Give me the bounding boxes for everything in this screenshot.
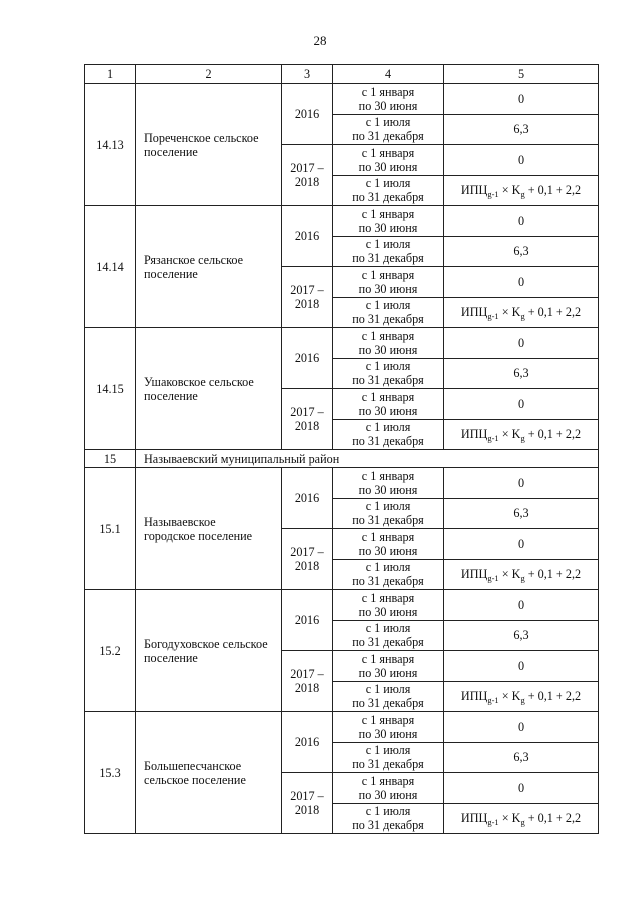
- period-line: по 31 декабря: [352, 696, 424, 711]
- period-line: с 1 июля: [365, 560, 411, 575]
- value-cell: 0: [444, 206, 599, 237]
- year-line: 2017 –: [290, 667, 324, 681]
- formula-base-sub: g-1: [487, 695, 499, 706]
- formula-base: ИПЦ: [460, 689, 488, 704]
- year-line: 2017 –: [290, 283, 324, 297]
- settlement-name-line: сельское поселение: [144, 772, 246, 787]
- formula-mid: × K: [498, 811, 521, 826]
- formula-mid: × K: [498, 689, 521, 704]
- table-row: [85, 590, 599, 621]
- period-line: с 1 января: [361, 651, 415, 666]
- year-cell: 2016: [282, 84, 333, 145]
- formula-mid-sub: g: [520, 695, 525, 706]
- period-line: с 1 июля: [365, 115, 411, 130]
- formula-base: ИПЦ: [460, 183, 488, 198]
- table-row: [85, 328, 599, 359]
- period-line: с 1 января: [361, 773, 415, 788]
- settlement-name-line: поселение: [144, 266, 198, 281]
- value-cell: 6,3: [444, 114, 599, 145]
- period-line: с 1 января: [361, 529, 415, 544]
- period-line: по 30 июня: [358, 98, 418, 113]
- settlement-name-line: Ушаковское сельское: [144, 374, 254, 389]
- period-line: по 31 декабря: [352, 434, 424, 449]
- settlement-name-line: Пореченское сельское: [144, 130, 259, 145]
- formula-mid-sub: g: [520, 311, 525, 322]
- year-cell: 2016: [282, 712, 333, 773]
- period-line: с 1 января: [361, 206, 415, 221]
- formula-tail: + 0,1 + 2,2: [524, 305, 582, 320]
- year-line: 2018: [294, 803, 320, 817]
- period-line: по 30 июня: [358, 281, 418, 296]
- period-line: по 30 июня: [358, 342, 418, 357]
- formula-tail: + 0,1 + 2,2: [524, 811, 582, 826]
- period-line: по 31 декабря: [352, 574, 424, 589]
- value-cell: [444, 419, 599, 450]
- settlement-name-line: Большепесчанское: [144, 758, 242, 773]
- value-cell: [444, 681, 599, 712]
- value-cell: [444, 297, 599, 328]
- value-cell: 6,3: [444, 620, 599, 651]
- period-cell: [333, 84, 444, 115]
- value-cell: 0: [444, 267, 599, 298]
- row-number: 15.1: [85, 468, 136, 590]
- period-cell: [333, 358, 444, 389]
- tariff-formula: [460, 427, 582, 444]
- formula-mid-sub: g: [520, 573, 525, 584]
- period-line: с 1 января: [361, 389, 415, 404]
- page-number: 28: [313, 33, 327, 48]
- formula-mid-sub: g: [520, 817, 525, 828]
- period-line: по 31 декабря: [352, 129, 424, 144]
- formula-tail: + 0,1 + 2,2: [524, 427, 582, 442]
- tariff-formula: [460, 811, 582, 828]
- period-line: с 1 января: [361, 145, 415, 160]
- period-cell: [333, 803, 444, 834]
- settlement-name: [136, 84, 282, 206]
- period-cell: [333, 712, 444, 743]
- period-line: по 30 июня: [358, 787, 418, 802]
- value-cell: 0: [444, 712, 599, 743]
- year-line: 2018: [294, 175, 320, 189]
- formula-mid: × K: [498, 183, 521, 198]
- year-line: 2018: [294, 297, 320, 311]
- period-line: по 31 декабря: [352, 757, 424, 772]
- period-cell: [333, 773, 444, 804]
- period-line: по 31 декабря: [352, 635, 424, 650]
- period-cell: [333, 529, 444, 560]
- settlement-name-line: городское поселение: [144, 528, 253, 543]
- value-cell: 0: [444, 84, 599, 115]
- formula-base: ИПЦ: [460, 567, 488, 582]
- period-line: по 30 июня: [358, 220, 418, 235]
- table-row: [85, 84, 599, 115]
- year-cell: [282, 267, 333, 328]
- period-line: по 30 июня: [358, 403, 418, 418]
- formula-base-sub: g-1: [487, 433, 499, 444]
- header-cell: 1: [85, 65, 136, 84]
- settlement-name: [136, 590, 282, 712]
- table-row: [85, 206, 599, 237]
- formula-base-sub: g-1: [487, 189, 499, 200]
- year-cell: 2016: [282, 468, 333, 529]
- value-cell: 6,3: [444, 742, 599, 773]
- period-line: по 30 июня: [358, 159, 418, 174]
- period-cell: [333, 389, 444, 420]
- period-line: с 1 января: [361, 712, 415, 727]
- header-cell: 4: [333, 65, 444, 84]
- tariff-formula: [460, 305, 582, 322]
- period-cell: [333, 297, 444, 328]
- year-line: 2017 –: [290, 161, 324, 175]
- period-line: с 1 июля: [365, 237, 411, 252]
- year-cell: [282, 389, 333, 450]
- value-cell: 6,3: [444, 358, 599, 389]
- tariff-table: [84, 64, 599, 834]
- period-line: с 1 июля: [365, 682, 411, 697]
- tariff-formula: [460, 689, 582, 706]
- district-number: 15: [85, 450, 136, 468]
- period-cell: [333, 620, 444, 651]
- period-line: по 30 июня: [358, 726, 418, 741]
- header-row: [85, 65, 599, 84]
- period-line: по 30 июня: [358, 665, 418, 680]
- period-line: по 31 декабря: [352, 312, 424, 327]
- value-cell: 0: [444, 145, 599, 176]
- district-row: [85, 450, 599, 468]
- year-cell: 2016: [282, 206, 333, 267]
- formula-base-sub: g-1: [487, 573, 499, 584]
- period-line: с 1 июля: [365, 176, 411, 191]
- period-line: с 1 января: [361, 267, 415, 282]
- year-line: 2017 –: [290, 789, 324, 803]
- year-cell: [282, 773, 333, 834]
- settlement-name: [136, 206, 282, 328]
- row-number: 14.14: [85, 206, 136, 328]
- period-cell: [333, 328, 444, 359]
- formula-tail: + 0,1 + 2,2: [524, 567, 582, 582]
- formula-tail: + 0,1 + 2,2: [524, 689, 582, 704]
- year-line: 2018: [294, 419, 320, 433]
- period-cell: [333, 175, 444, 206]
- row-number: 14.13: [85, 84, 136, 206]
- settlement-name: [136, 468, 282, 590]
- settlement-name-line: поселение: [144, 388, 198, 403]
- row-number: 14.15: [85, 328, 136, 450]
- period-line: с 1 января: [361, 590, 415, 605]
- settlement-name-line: Рязанское сельское: [144, 252, 244, 267]
- period-line: с 1 января: [361, 468, 415, 483]
- formula-mid: × K: [498, 427, 521, 442]
- row-number: 15.3: [85, 712, 136, 834]
- table-row: [85, 712, 599, 743]
- period-line: с 1 января: [361, 84, 415, 99]
- period-cell: [333, 236, 444, 267]
- settlement-name: [136, 712, 282, 834]
- period-cell: [333, 468, 444, 499]
- period-line: с 1 января: [361, 328, 415, 343]
- settlement-name-line: поселение: [144, 650, 198, 665]
- year-line: 2017 –: [290, 545, 324, 559]
- value-cell: 6,3: [444, 236, 599, 267]
- period-line: с 1 июля: [365, 420, 411, 435]
- value-cell: 0: [444, 328, 599, 359]
- header-cell: 5: [444, 65, 599, 84]
- period-line: с 1 июля: [365, 499, 411, 514]
- formula-base: ИПЦ: [460, 305, 488, 320]
- period-line: с 1 июля: [365, 298, 411, 313]
- settlement-name-line: Называевское: [144, 514, 216, 529]
- period-line: по 31 декабря: [352, 190, 424, 205]
- settlement-name: [136, 328, 282, 450]
- value-cell: [444, 803, 599, 834]
- table-row: [85, 468, 599, 499]
- period-cell: [333, 559, 444, 590]
- year-line: 2018: [294, 559, 320, 573]
- period-cell: [333, 681, 444, 712]
- value-cell: [444, 175, 599, 206]
- year-line: 2018: [294, 681, 320, 695]
- header-cell: 3: [282, 65, 333, 84]
- formula-mid-sub: g: [520, 433, 525, 444]
- year-line: 2017 –: [290, 405, 324, 419]
- period-line: по 31 декабря: [352, 373, 424, 388]
- period-line: с 1 июля: [365, 621, 411, 636]
- value-cell: 0: [444, 773, 599, 804]
- period-line: с 1 июля: [365, 359, 411, 374]
- period-cell: [333, 590, 444, 621]
- row-number: 15.2: [85, 590, 136, 712]
- district-name: Называевский муниципальный район: [136, 450, 599, 468]
- period-cell: [333, 498, 444, 529]
- formula-base-sub: g-1: [487, 311, 499, 322]
- year-cell: [282, 529, 333, 590]
- tariff-formula: [460, 183, 582, 200]
- year-cell: [282, 651, 333, 712]
- value-cell: [444, 559, 599, 590]
- period-line: по 31 декабря: [352, 818, 424, 833]
- value-cell: 0: [444, 651, 599, 682]
- formula-mid: × K: [498, 567, 521, 582]
- period-line: с 1 июля: [365, 743, 411, 758]
- period-line: по 31 декабря: [352, 513, 424, 528]
- period-cell: [333, 742, 444, 773]
- formula-base: ИПЦ: [460, 427, 488, 442]
- period-line: с 1 июля: [365, 804, 411, 819]
- period-cell: [333, 419, 444, 450]
- period-line: по 30 июня: [358, 482, 418, 497]
- formula-base: ИПЦ: [460, 811, 488, 826]
- period-cell: [333, 206, 444, 237]
- period-line: по 31 декабря: [352, 251, 424, 266]
- value-cell: 6,3: [444, 498, 599, 529]
- period-line: по 30 июня: [358, 604, 418, 619]
- period-cell: [333, 114, 444, 145]
- year-cell: [282, 145, 333, 206]
- tariff-formula: [460, 567, 582, 584]
- year-cell: 2016: [282, 328, 333, 389]
- period-cell: [333, 267, 444, 298]
- period-cell: [333, 651, 444, 682]
- formula-base-sub: g-1: [487, 817, 499, 828]
- period-cell: [333, 145, 444, 176]
- value-cell: 0: [444, 389, 599, 420]
- header-cell: 2: [136, 65, 282, 84]
- formula-mid: × K: [498, 305, 521, 320]
- value-cell: 0: [444, 590, 599, 621]
- year-cell: 2016: [282, 590, 333, 651]
- settlement-name-line: поселение: [144, 144, 198, 159]
- period-line: по 30 июня: [358, 543, 418, 558]
- value-cell: 0: [444, 468, 599, 499]
- settlement-name-line: Богодуховское сельское: [144, 636, 268, 651]
- formula-mid-sub: g: [520, 189, 525, 200]
- value-cell: 0: [444, 529, 599, 560]
- formula-tail: + 0,1 + 2,2: [524, 183, 582, 198]
